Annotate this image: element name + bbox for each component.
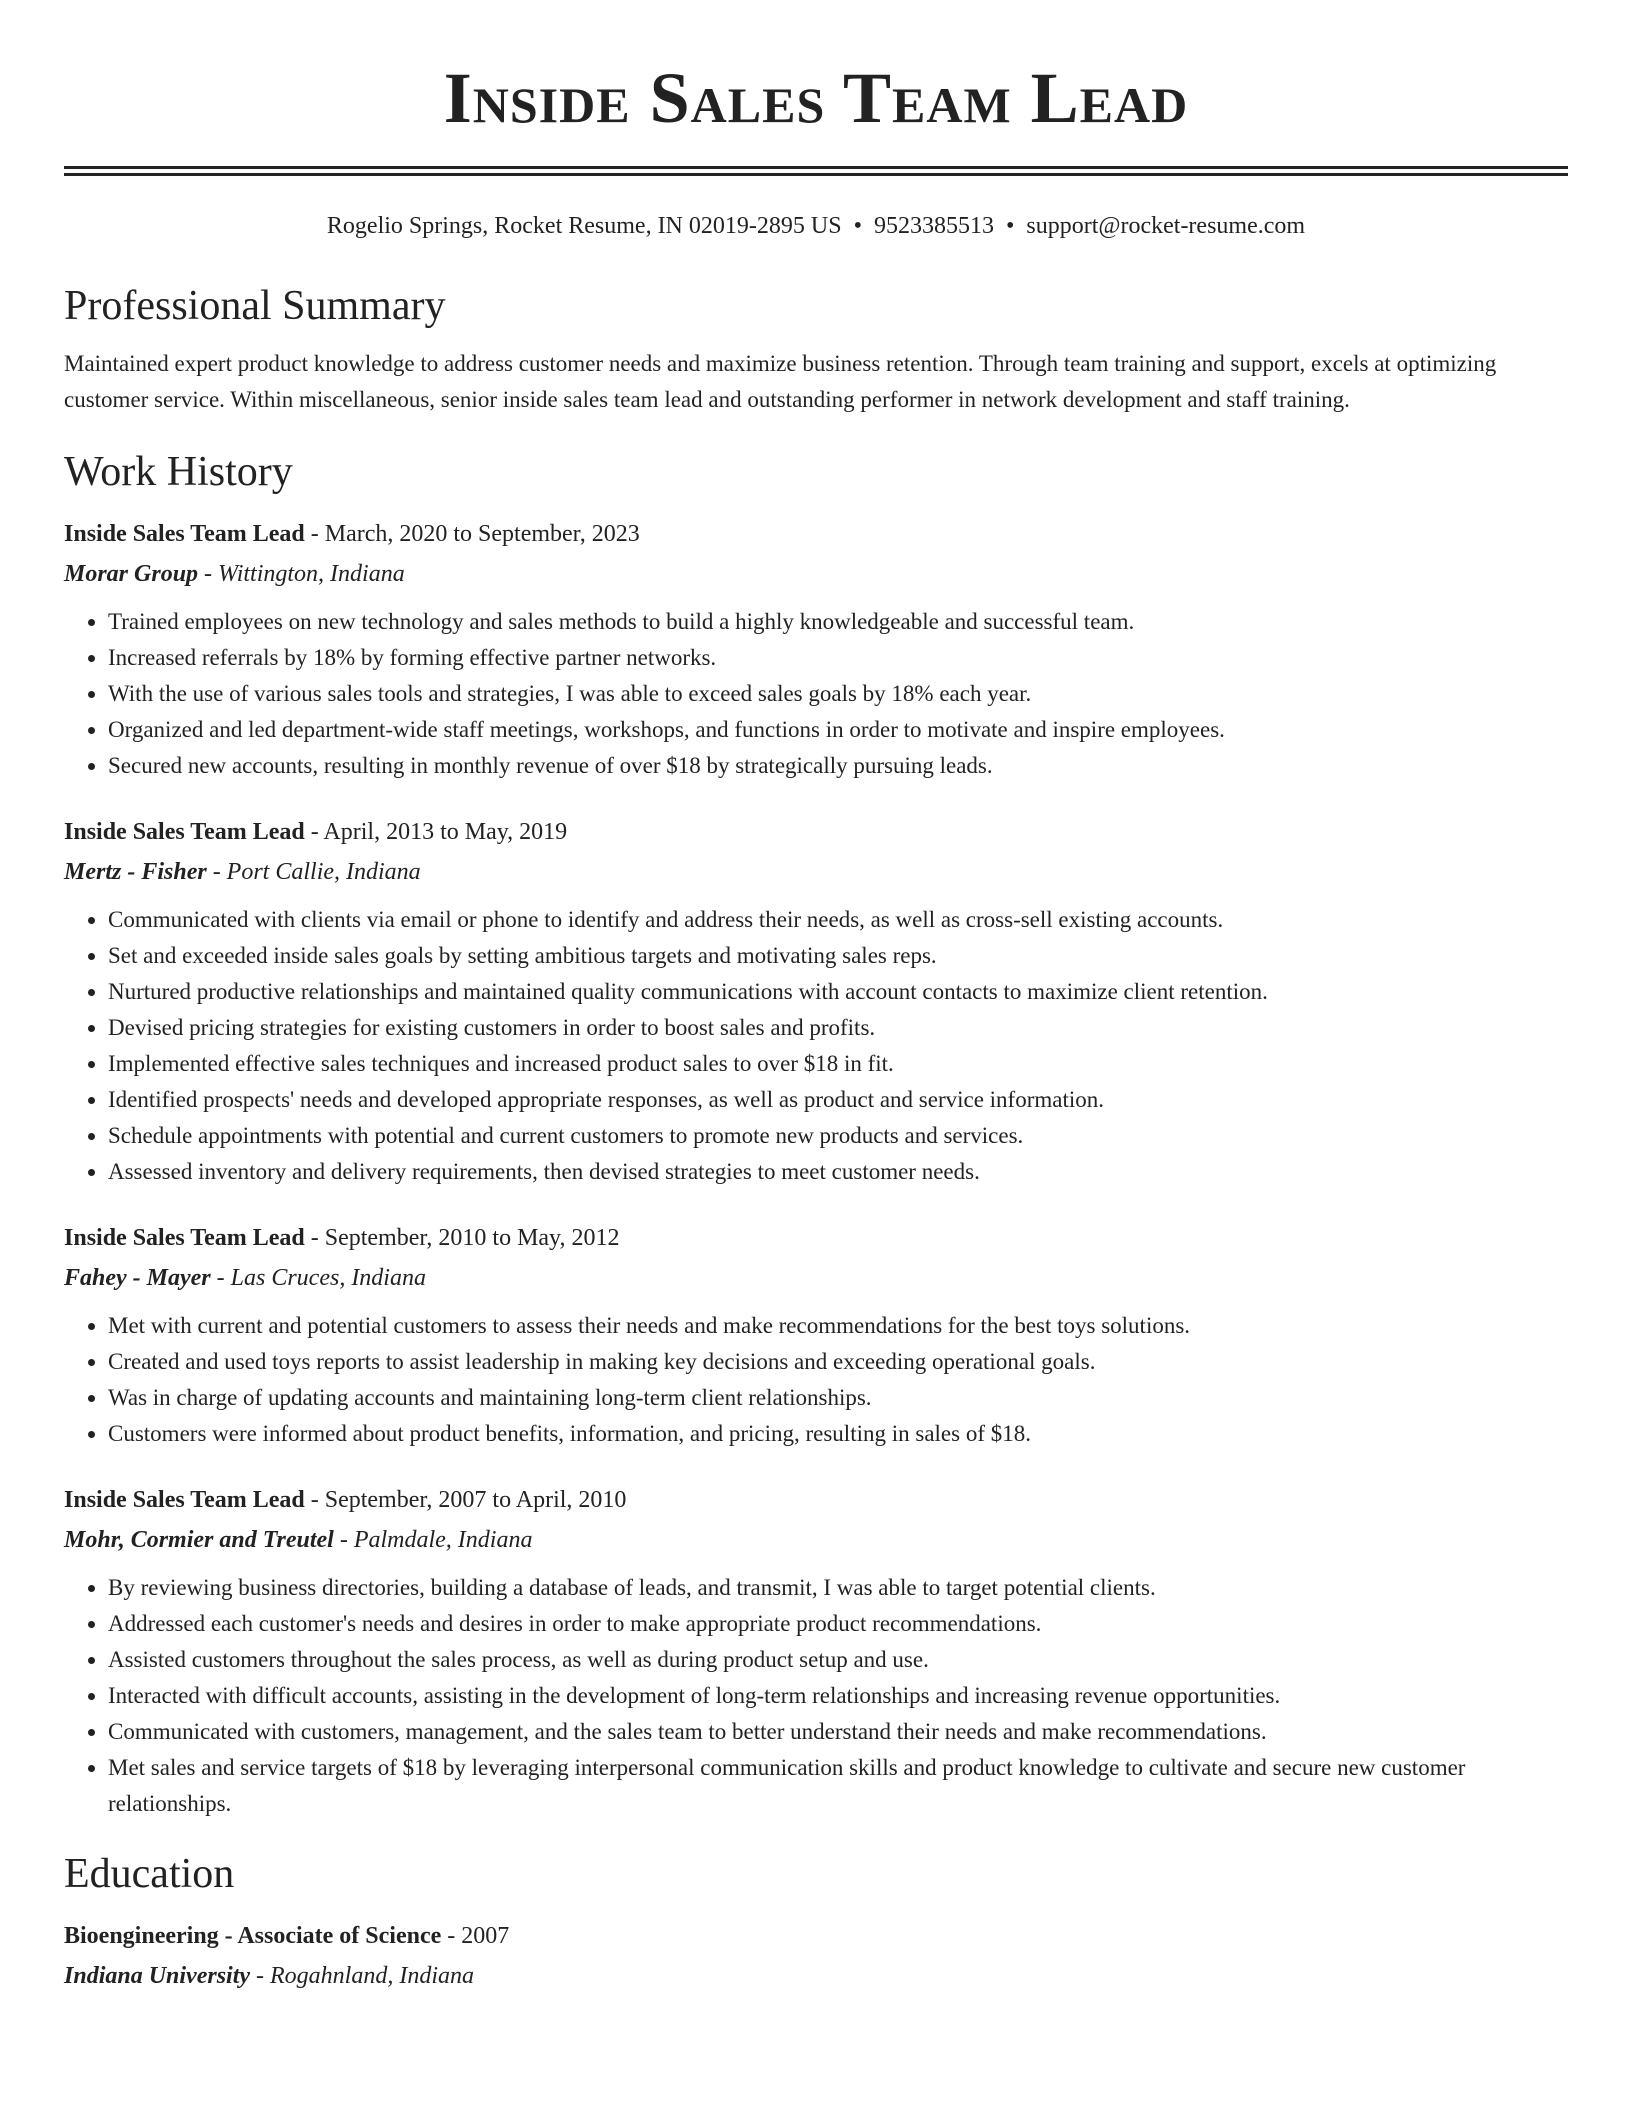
job-company-line [64, 1258, 1568, 1298]
job-bullets [64, 902, 1568, 1190]
job-role: Inside Sales Team Lead [64, 1487, 305, 1513]
job-dates: - April, 2013 to May, 2019 [304, 819, 568, 845]
contact-email: support@rocket-resume.com [1026, 213, 1306, 239]
job-entry [64, 812, 1568, 1190]
job-bullet: • By reviewing business directories, building a database of leads, and transmit, I was able to target potential clients. [108, 1570, 1568, 1606]
job-bullet: • Was in charge of updating accounts and maintaining long-term client relationships. [108, 1380, 1568, 1416]
job-bullet: • With the use of various sales tools and strategies, I was able to exceed sales goals by 18% each year. [108, 676, 1568, 712]
job-bullet: • Nurtured productive relationships and maintained quality communications with account contacts to maximize client retention. [108, 974, 1568, 1010]
job-entry [64, 514, 1568, 784]
job-dates: - March, 2020 to September, 2023 [304, 521, 640, 547]
job-bullet: • Met sales and service targets of $18 by leveraging interpersonal communication skills and product knowledge to cultivate and secure new customer relationships. [108, 1750, 1568, 1822]
job-role: Inside Sales Team Lead [64, 521, 305, 547]
job-company: Fahey - Mayer [64, 1265, 211, 1291]
job-bullet: • Devised pricing strategies for existing customers in order to boost sales and profits. [108, 1010, 1568, 1046]
job-bullet: • Implemented effective sales techniques and increased product sales to over $18 in fit. [108, 1046, 1568, 1082]
job-header [64, 1218, 1568, 1258]
summary-text: Maintained expert product knowledge to address customer needs and maximize business retention. Through team training and support, excels at optimizing customer service. Within miscellaneous, senior inside sales team lead and outstanding performer in network development and staff training. [64, 351, 1497, 412]
job-company-line [64, 554, 1568, 594]
contact-phone: 9523385513 [873, 213, 994, 239]
job-role: Inside Sales Team Lead [64, 819, 305, 845]
job-bullet: • Interacted with difficult accounts, assisting in the development of long-term relationships and increasing revenue opportunities. [108, 1678, 1568, 1714]
job-bullet: • Schedule appointments with potential and current customers to promote new products and services. [108, 1118, 1568, 1154]
job-bullet: • Created and used toys reports to assist leadership in making key decisions and exceeding operational goals. [108, 1344, 1568, 1380]
separator-dot: • [853, 213, 862, 239]
job-header [64, 514, 1568, 554]
job-bullet: • Met with current and potential customers to assess their needs and make recommendations for the best toys solutions. [108, 1308, 1568, 1344]
job-entry [64, 1480, 1568, 1822]
work-history-heading: Work History [64, 449, 293, 495]
job-bullet: • Customers were informed about product benefits, information, and pricing, resulting in sales of $18. [108, 1416, 1568, 1452]
work-history-list [64, 514, 1568, 1822]
job-location: - Palmdale, Indiana [333, 1527, 533, 1553]
job-bullet: • Assessed inventory and delivery requirements, then devised strategies to meet customer needs. [108, 1154, 1568, 1190]
job-bullet: • Identified prospects' needs and developed appropriate responses, as well as product and service information. [108, 1082, 1568, 1118]
education-heading: Education [64, 1851, 235, 1897]
job-entry [64, 1218, 1568, 1452]
job-bullet: • Organized and led department-wide staff meetings, workshops, and functions in order to motivate and inspire employees. [108, 712, 1568, 748]
job-location: - Port Callie, Indiana [206, 859, 421, 885]
job-bullet: • Addressed each customer's needs and desires in order to make appropriate product recommendations. [108, 1606, 1568, 1642]
job-company-line [64, 852, 1568, 892]
job-company: Mertz - Fisher [64, 859, 207, 885]
job-company-line [64, 1520, 1568, 1560]
contact-address: Rogelio Springs, Rocket Resume, IN 02019-2895 US [326, 213, 842, 239]
job-bullets [64, 1570, 1568, 1822]
job-location: - Las Cruces, Indiana [210, 1265, 426, 1291]
education-school: Indiana University [64, 1963, 251, 1989]
education-location: - Rogahnland, Indiana [250, 1963, 475, 1989]
resume-title: Inside Sales Team Lead [443, 58, 1189, 138]
education-school-line [64, 1956, 1568, 1996]
job-bullet: • Communicated with customers, management, and the sales team to better understand their needs and make recommendations. [108, 1714, 1568, 1750]
job-header [64, 1480, 1568, 1520]
job-dates: - September, 2007 to April, 2010 [304, 1487, 627, 1513]
job-bullet: • Set and exceeded inside sales goals by setting ambitious targets and motivating sales reps. [108, 938, 1568, 974]
job-bullet: • Secured new accounts, resulting in monthly revenue of over $18 by strategically pursuing leads. [108, 748, 1568, 784]
job-bullet: • Increased referrals by 18% by forming effective partner networks. [108, 640, 1568, 676]
job-bullet: • Assisted customers throughout the sales process, as well as during product setup and use. [108, 1642, 1568, 1678]
separator-dot: • [1005, 213, 1015, 239]
job-bullet: • Communicated with clients via email or phone to identify and address their needs, as well as cross-sell existing accounts. [108, 902, 1568, 938]
education-degree-line [64, 1916, 1568, 1956]
education-year: - 2007 [441, 1923, 510, 1949]
education-degree: Bioengineering - Associate of Science [64, 1923, 442, 1949]
job-header [64, 812, 1568, 852]
summary-heading: Professional Summary [64, 283, 446, 329]
job-bullets [64, 604, 1568, 784]
job-role: Inside Sales Team Lead [64, 1225, 305, 1251]
job-bullets [64, 1308, 1568, 1452]
title-double-rule [64, 166, 1568, 176]
job-dates: - September, 2010 to May, 2012 [304, 1225, 620, 1251]
job-company: Mohr, Cormier and Treutel [64, 1527, 334, 1553]
job-company: Morar Group [64, 561, 199, 587]
job-location: - Wittington, Indiana [198, 561, 405, 587]
contact-line [64, 210, 1568, 242]
job-bullet: • Trained employees on new technology and sales methods to build a highly knowledgeable and successful team. [108, 604, 1568, 640]
